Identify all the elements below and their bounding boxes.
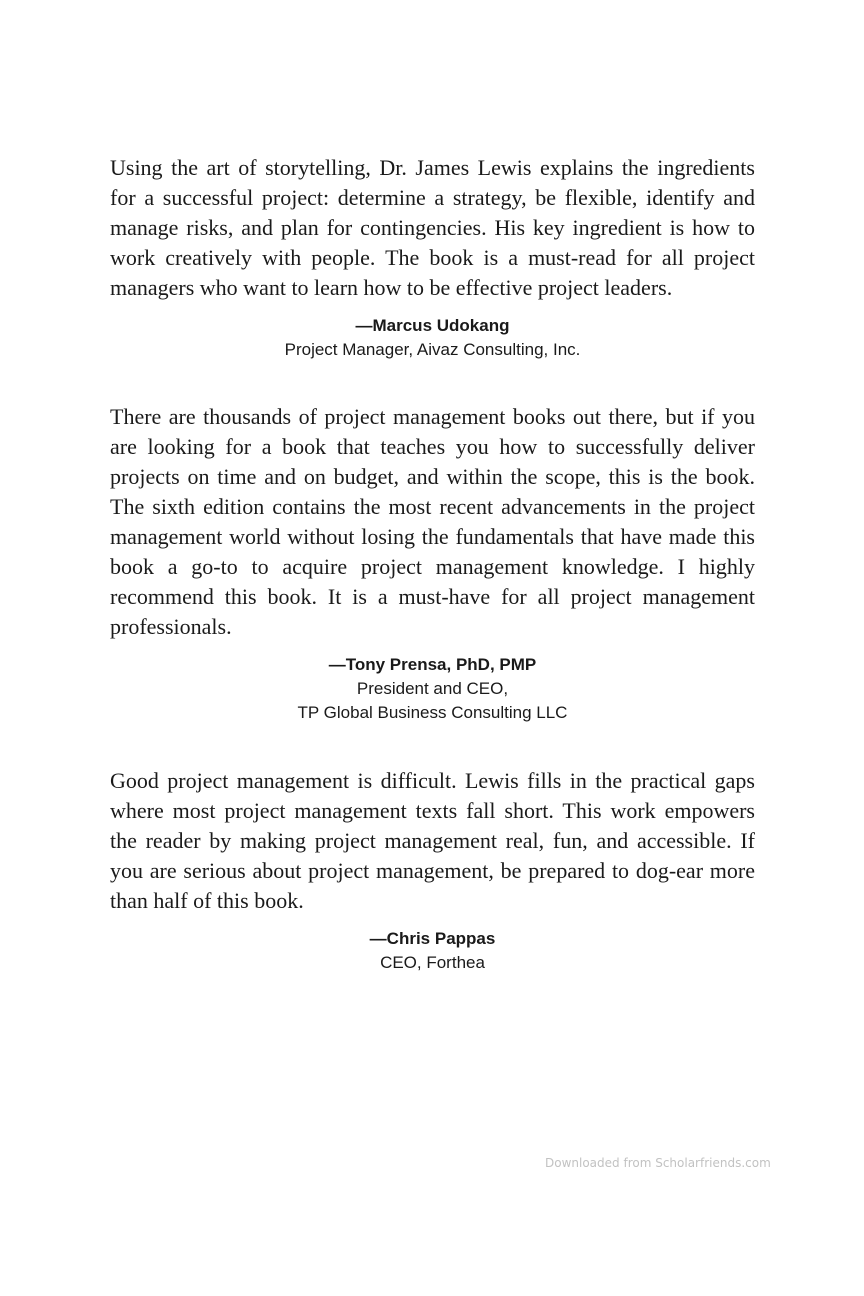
testimonial-author: —Chris Pappas [369,929,496,948]
testimonial-quote: Good project management is difficult. Lewis fills in the practical gaps where most project management texts fall short. This work empowers the reader by making project management real, fun, and accessible. If you are serious about project management, be prepared to dog-ear more than half of this book. [110,768,755,913]
testimonial-quote: There are thousands of project management books out there, but if you are looking for a book that teaches you how to successfully deliver projects on time and on budget, and within the scope, this is the book. The sixth edition contains the most recent advancements in the project management world without losing the fundamentals that have made this book a go-to to acquire project management knowledge. I highly recommend this book. It is a must-have for all project management professionals. [110,404,755,639]
testimonial-author-title: Project Manager, Aivaz Consulting, Inc. [284,340,581,359]
download-watermark: Downloaded from Scholarfriends.com [545,1156,771,1170]
testimonial-1 [110,153,755,362]
testimonial-3 [110,766,755,975]
testimonial-author-company: TP Global Business Consulting LLC [297,703,568,722]
testimonial-author: —Marcus Udokang [355,316,510,335]
testimonial-quote: Using the art of storytelling, Dr. James Lewis explains the ingredients for a successful project: determine a strategy, be flexible, identify and manage risks, and plan for contingencies. His key ingredient is how to work creatively with people. The book is a must-read for all project managers who want to learn how to be effective project leaders. [110,155,755,300]
testimonial-2 [110,402,755,725]
testimonial-attribution [110,653,755,725]
testimonial-attribution [110,314,755,362]
testimonial-attribution [110,927,755,975]
testimonial-author-title: CEO, Forthea [380,953,485,972]
page-content [110,153,755,975]
testimonial-author-title: President and CEO, [356,679,509,698]
testimonial-author: —Tony Prensa, PhD, PMP [328,655,537,674]
